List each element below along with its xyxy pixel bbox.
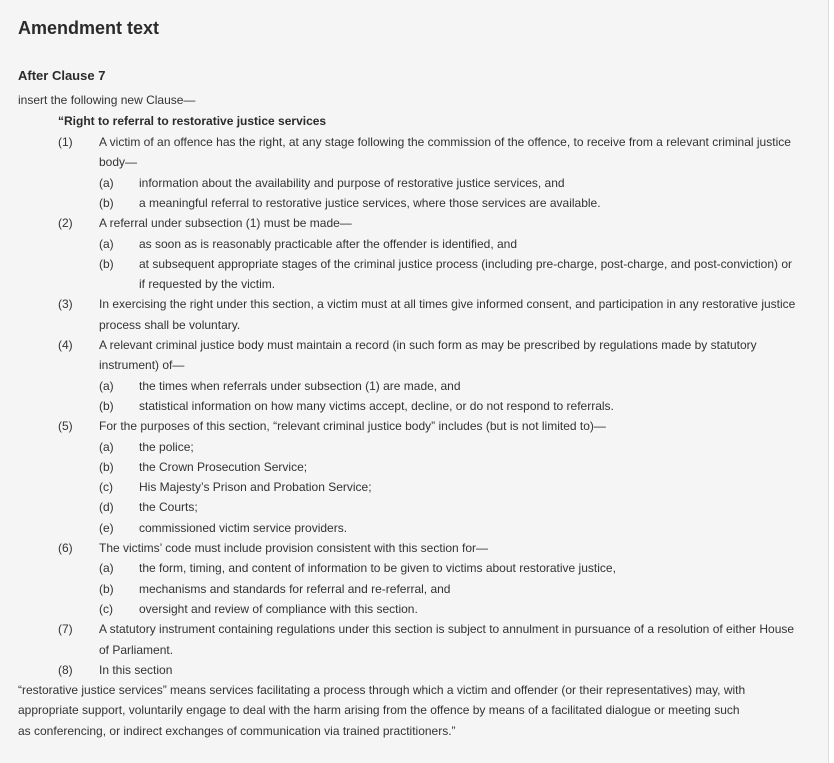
paragraph-label: (b) <box>99 398 114 413</box>
paragraph-text: the form, timing, and content of information to be given to victims about restorative justice, <box>139 561 616 576</box>
paragraph-text: commissioned victim service providers. <box>139 520 348 535</box>
subsection-number: (2) <box>58 216 73 231</box>
paragraph-text: oversight and review of compliance with this section. <box>139 601 418 616</box>
definition-text: as conferencing, or indirect exchanges of communication via trained practitioners.” <box>18 723 456 738</box>
subsection-text: A referral under subsection (1) must be made— <box>99 216 352 231</box>
new-clause-title: “Right to referral to restorative justice services <box>58 114 327 128</box>
subsection-text: process shall be voluntary. <box>99 317 241 332</box>
paragraph-text: statistical information on how many victims accept, decline, or do not respond to referrals. <box>139 398 614 413</box>
paragraph-label: (a) <box>99 236 114 251</box>
paragraph-label: (b) <box>99 195 114 210</box>
after-clause-heading: After Clause 7 <box>18 68 106 83</box>
subsection-text: body— <box>99 155 138 170</box>
subsection-text: The victims’ code must include provision consistent with this section for— <box>99 541 489 555</box>
paragraph-label: (c) <box>99 480 113 495</box>
paragraph-label: (a) <box>99 175 114 190</box>
paragraph-text: as soon as is reasonably practicable after the offender is identified, and <box>139 236 518 251</box>
subsection-text: In exercising the right under this section, a victim must at all times give informed consent, and participation in any restorative justice <box>99 297 796 312</box>
right-edge <box>829 0 834 763</box>
subsection-text: A statutory instrument containing regulations under this section is subject to annulment in pursuance of a resolution of either House <box>99 622 795 637</box>
subsection-text: A victim of an offence has the right, at any stage following the commission of the offence, to receive from a relevant criminal justice <box>99 135 791 149</box>
paragraph-label: (a) <box>99 378 114 393</box>
subsection-text: A relevant criminal justice body must maintain a record (in such form as may be prescribed by regulations made by statutory <box>99 338 757 352</box>
amendment-heading: Amendment text <box>18 18 160 38</box>
subsection-number: (5) <box>58 419 73 434</box>
paragraph-text: the Courts; <box>139 500 198 515</box>
paragraph-label: (a) <box>99 439 114 454</box>
subsection-number: (4) <box>58 338 73 352</box>
paragraph-label: (b) <box>99 256 114 271</box>
paragraph-text: the Crown Prosecution Service; <box>139 459 308 474</box>
paragraph-text: information about the availability and purpose of restorative justice services, and <box>139 175 565 190</box>
paragraph-label: (d) <box>99 500 114 515</box>
subsection-number: (3) <box>58 297 73 312</box>
subsection-text: In this section <box>99 662 173 677</box>
paragraph-text: mechanisms and standards for referral and re-referral, and <box>139 581 451 596</box>
subsection-number: (6) <box>58 541 73 555</box>
paragraph-label: (b) <box>99 459 114 474</box>
paragraph-label: (a) <box>99 561 114 576</box>
paragraph-label: (c) <box>99 601 113 616</box>
subsection-text: instrument) of— <box>99 358 185 373</box>
paragraph-text: if requested by the victim. <box>139 277 276 292</box>
subsection-number: (1) <box>58 135 73 149</box>
paragraph-text: at subsequent appropriate stages of the criminal justice process (including pre-charge, post-charge, and post-conviction) or <box>139 256 793 271</box>
subsection-text: of Parliament. <box>99 642 174 657</box>
paragraph-text: the police; <box>139 439 194 454</box>
subsection-number: (8) <box>58 662 73 677</box>
subsection-text: For the purposes of this section, “relevant criminal justice body” includes (but is not limited to)— <box>99 419 606 434</box>
definition-text: appropriate support, voluntarily engage to deal with the harm arising from the offence by means of a facilitated dialogue or meeting such <box>18 703 740 718</box>
subsection-number: (7) <box>58 622 73 637</box>
paragraph-label: (e) <box>99 520 114 535</box>
intro-text: insert the following new Clause— <box>18 93 196 107</box>
paragraph-label: (b) <box>99 581 114 596</box>
paragraph-text: a meaningful referral to restorative justice services, where those services are available. <box>139 195 601 210</box>
definition-text: “restorative justice services” means services facilitating a process through which a victim and offender (or their representatives) may, with <box>18 683 746 698</box>
paragraph-text: the times when referrals under subsection (1) are made, and <box>139 378 461 393</box>
paragraph-text: His Majesty’s Prison and Probation Service; <box>139 480 372 495</box>
